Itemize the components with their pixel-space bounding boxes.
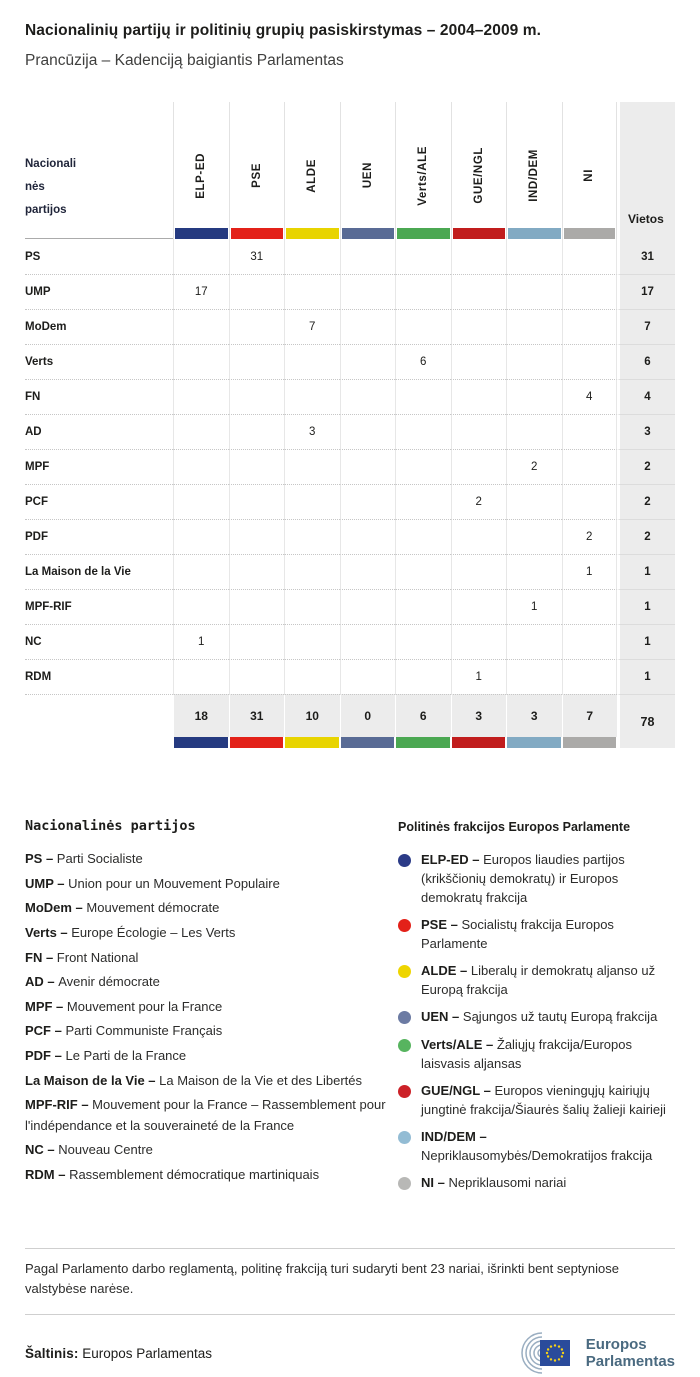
group-name: Europos vieningųjų kairiųjų jungtinė frakcija/Šiaurės šalių žalieji kairieji <box>421 1082 666 1117</box>
group-name: Žaliųjų frakcija/Europos laisvasis aljansas <box>421 1036 632 1071</box>
totals-cell: 31 <box>229 694 285 737</box>
value-cell <box>506 414 562 449</box>
value-cell <box>562 344 618 379</box>
row-header-line: nės <box>25 181 45 193</box>
party-legend-item <box>25 1095 390 1135</box>
source-value: Europos Parlamentas <box>82 1345 213 1361</box>
seats-cell: 2 <box>617 484 675 519</box>
group-color-dot <box>398 854 411 867</box>
party-name: Nouveau Centre <box>58 1142 153 1158</box>
value-cell <box>562 589 618 624</box>
group-abbr: UEN – <box>421 1009 463 1025</box>
party-name: Union pour un Mouvement Populaire <box>68 875 280 891</box>
party-name: Rassemblement démocratique martiniquais <box>69 1166 320 1182</box>
value-cell <box>173 554 229 589</box>
seats-cell: 1 <box>617 589 675 624</box>
value-cell: 2 <box>562 519 618 554</box>
group-color-bar-bottom <box>562 737 618 748</box>
value-cell: 1 <box>562 554 618 589</box>
group-color-bar-bottom <box>284 737 340 748</box>
totals-cell: 18 <box>173 694 229 737</box>
party-cell: AD <box>25 414 173 449</box>
value-cell <box>173 309 229 344</box>
value-cell <box>395 309 451 344</box>
column-header-UEN <box>340 102 396 239</box>
value-cell <box>340 589 396 624</box>
column-header-IND/DEM <box>506 102 562 239</box>
political-groups-legend <box>390 818 675 1202</box>
party-name: Parti Communiste Français <box>65 1023 223 1039</box>
group-name: Nepriklausomi nariai <box>448 1175 567 1191</box>
value-cell <box>229 379 285 414</box>
value-cell <box>173 519 229 554</box>
group-name: Socialistų frakcija Europos Parlamente <box>421 917 614 951</box>
value-cell <box>284 239 340 274</box>
value-cell <box>506 554 562 589</box>
value-cell <box>451 449 507 484</box>
column-header-label: UEN <box>361 162 374 189</box>
group-name: Europos liaudies partijos (krikščionių demokratų) ir Europos demokratų frakcija <box>421 852 625 905</box>
party-name: Avenir démocrate <box>58 974 160 990</box>
value-cell <box>395 274 451 309</box>
value-cell <box>451 554 507 589</box>
party-legend-item <box>25 1021 390 1041</box>
national-parties-legend-items <box>25 849 390 1185</box>
value-cell <box>451 519 507 554</box>
column-header-seats <box>617 102 675 239</box>
seats-cell: 31 <box>617 239 675 274</box>
value-cell <box>506 344 562 379</box>
party-cell: RDM <box>25 659 173 694</box>
row-header-line: Nacionali <box>25 158 77 170</box>
value-cell <box>395 414 451 449</box>
value-cell <box>284 449 340 484</box>
value-cell <box>173 449 229 484</box>
seats-cell: 17 <box>617 274 675 309</box>
value-cell <box>562 659 618 694</box>
value-cell <box>284 659 340 694</box>
column-header-GUE/NGL <box>451 102 507 239</box>
party-cell: PS <box>25 250 41 263</box>
value-cell <box>506 274 562 309</box>
value-cell <box>506 519 562 554</box>
value-cell <box>173 484 229 519</box>
party-cell: NC <box>25 624 173 659</box>
party-legend-item <box>25 972 390 992</box>
party-cell: Verts <box>25 344 173 379</box>
party-name: Mouvement démocrate <box>86 900 220 916</box>
totals-cell: 0 <box>340 694 396 737</box>
value-cell <box>340 274 396 309</box>
group-abbr: IND/DEM – <box>421 1129 487 1145</box>
value-cell <box>229 554 285 589</box>
party-abbr: MPF – <box>25 998 67 1014</box>
party-name: Mouvement pour la France <box>66 998 223 1014</box>
party-legend-item <box>25 874 390 894</box>
value-cell <box>340 484 396 519</box>
value-cell <box>506 659 562 694</box>
seats-cell: 1 <box>617 554 675 589</box>
party-abbr: FN – <box>25 949 57 965</box>
party-cell: MPF-RIF <box>25 589 173 624</box>
party-abbr: NC – <box>25 1142 59 1158</box>
seats-cell: 4 <box>617 379 675 414</box>
value-cell <box>340 239 396 274</box>
group-legend-item <box>398 1174 675 1193</box>
group-legend-text <box>421 1036 675 1074</box>
group-color-dot <box>398 1177 411 1190</box>
value-cell <box>506 624 562 659</box>
seats-cell: 2 <box>617 449 675 484</box>
column-header-Verts/ALE <box>395 102 451 239</box>
value-cell <box>395 659 451 694</box>
value-cell <box>395 239 451 274</box>
column-header-ALDE <box>284 102 340 239</box>
seats-cell: 3 <box>617 414 675 449</box>
total-seats-cell: 78 <box>617 694 675 748</box>
totals-cell: 6 <box>395 694 451 737</box>
value-cell: 31 <box>229 239 285 274</box>
page-title: Nacionalinių partijų ir politinių grupių pasiskirstymas – 2004–2009 m. <box>25 22 542 39</box>
value-cell <box>284 589 340 624</box>
group-legend-text <box>421 962 675 1000</box>
group-color-dot <box>398 1039 411 1052</box>
group-color-bar-bottom <box>173 737 229 748</box>
party-cell: FN <box>25 379 173 414</box>
column-header-label: PSE <box>250 163 263 188</box>
party-abbr: PS – <box>25 851 57 866</box>
party-legend-item <box>25 1046 390 1066</box>
value-cell <box>395 519 451 554</box>
value-cell <box>340 624 396 659</box>
group-abbr: PSE – <box>421 917 462 933</box>
value-cell: 1 <box>506 589 562 624</box>
party-name: La Maison de la Vie et des Libertés <box>159 1072 362 1088</box>
value-cell <box>395 589 451 624</box>
value-cell: 6 <box>395 344 451 379</box>
value-cell <box>340 414 396 449</box>
group-legend-text <box>421 1082 675 1120</box>
group-color-bar-bottom <box>506 737 562 748</box>
value-cell: 2 <box>506 449 562 484</box>
value-cell <box>451 309 507 344</box>
group-color-dot <box>398 1131 411 1144</box>
group-color-bar <box>453 228 506 239</box>
value-cell <box>340 659 396 694</box>
page <box>0 22 700 1377</box>
source-label: Šaltinis: <box>25 1345 79 1361</box>
value-cell <box>173 414 229 449</box>
party-cell: La Maison de la Vie <box>25 554 173 589</box>
totals-row-spacer <box>25 694 173 748</box>
party-legend-item <box>25 1165 390 1185</box>
value-cell <box>284 519 340 554</box>
value-cell <box>395 624 451 659</box>
group-color-bar-bottom <box>395 737 451 748</box>
row-header-line: partijos <box>25 204 67 216</box>
value-cell <box>284 624 340 659</box>
totals-cell: 3 <box>451 694 507 737</box>
value-cell <box>284 554 340 589</box>
group-legend-item <box>398 916 675 954</box>
totals-cell: 3 <box>506 694 562 737</box>
political-groups-legend-title: Politinės frakcijos Europos Parlamente <box>398 820 631 834</box>
group-abbr: ELP-ED – <box>421 852 484 867</box>
value-cell <box>562 484 618 519</box>
value-cell <box>340 449 396 484</box>
totals-cell: 10 <box>284 694 340 737</box>
group-color-bar-bottom <box>451 737 507 748</box>
value-cell <box>340 344 396 379</box>
page-subtitle: Prancūzija – Kadenciją baigiantis Parlamentas <box>25 52 344 69</box>
value-cell <box>229 659 285 694</box>
value-cell <box>229 449 285 484</box>
value-cell <box>284 344 340 379</box>
value-cell <box>562 309 618 344</box>
value-cell <box>229 589 285 624</box>
column-header-NI <box>562 102 618 239</box>
group-legend-text <box>421 1008 657 1027</box>
column-header-label: NI <box>583 169 596 182</box>
national-parties-legend-title: Nacionalinės partijos <box>25 818 196 834</box>
group-legend-item <box>398 1036 675 1074</box>
party-cell: PCF <box>25 484 173 519</box>
column-header-ELP-ED <box>173 102 229 239</box>
seats-cell: 6 <box>617 344 675 379</box>
value-cell <box>229 309 285 344</box>
value-cell <box>451 589 507 624</box>
group-abbr: NI – <box>421 1175 449 1191</box>
logo-text-line1: Europos <box>585 1336 647 1353</box>
divider-top <box>25 1248 675 1249</box>
value-cell <box>395 449 451 484</box>
group-legend-item <box>398 851 675 908</box>
party-abbr: PDF – <box>25 1048 66 1064</box>
party-legend-item <box>25 948 390 968</box>
value-cell: 4 <box>562 379 618 414</box>
value-cell <box>229 484 285 519</box>
group-color-bar-bottom <box>340 737 396 748</box>
party-abbr: Verts – <box>25 924 72 940</box>
logo-text <box>586 1336 675 1371</box>
party-legend-item <box>25 997 390 1017</box>
value-cell <box>451 344 507 379</box>
value-cell <box>173 239 229 274</box>
column-header-PSE <box>229 102 285 239</box>
party-name: Le Parti de la France <box>65 1048 187 1064</box>
group-name: Nepriklausomybės/Demokratijos frakcija <box>421 1147 653 1163</box>
group-abbr: ALDE – <box>421 963 471 979</box>
party-abbr: RDM – <box>25 1166 70 1182</box>
party-legend-item <box>25 898 390 918</box>
column-header-label: ALDE <box>306 158 319 193</box>
value-cell <box>562 449 618 484</box>
value-cell: 2 <box>451 484 507 519</box>
value-cell <box>451 379 507 414</box>
group-legend-item <box>398 1082 675 1120</box>
party-name: Parti Socialiste <box>56 851 143 866</box>
seats-cell: 1 <box>617 624 675 659</box>
value-cell <box>229 624 285 659</box>
value-cell <box>340 554 396 589</box>
hemicycle-flag-icon <box>512 1329 578 1377</box>
value-cell: 1 <box>451 659 507 694</box>
value-cell <box>284 379 340 414</box>
group-color-bar <box>286 228 339 239</box>
group-color-dot <box>398 1085 411 1098</box>
group-abbr: GUE/NGL – <box>421 1082 495 1098</box>
seat-distribution-table <box>25 102 675 748</box>
value-cell: 7 <box>284 309 340 344</box>
value-cell <box>229 519 285 554</box>
value-cell <box>395 484 451 519</box>
value-cell <box>562 624 618 659</box>
value-cell <box>395 554 451 589</box>
value-cell <box>284 274 340 309</box>
national-parties-legend <box>25 818 390 1202</box>
party-legend-item <box>25 849 390 869</box>
group-color-bar-bottom <box>229 737 285 748</box>
value-cell <box>340 309 396 344</box>
group-name: Sąjungos už tautų Europą frakcija <box>462 1009 658 1025</box>
european-parliament-logo <box>512 1329 675 1377</box>
party-abbr: La Maison de la Vie – <box>25 1072 160 1088</box>
group-legend-text <box>421 851 675 908</box>
party-abbr: UMP – <box>25 875 69 891</box>
party-abbr: MoDem – <box>25 900 87 916</box>
party-cell: PDF <box>25 519 173 554</box>
group-color-dot <box>398 965 411 978</box>
group-legend-text <box>421 1128 675 1166</box>
group-legend-item <box>398 1128 675 1166</box>
party-legend-item <box>25 1140 390 1160</box>
group-legend-text <box>421 916 675 954</box>
column-header-label: GUE/NGL <box>472 147 485 204</box>
group-color-dot <box>398 1011 411 1024</box>
value-cell <box>451 274 507 309</box>
seats-cell: 1 <box>617 659 675 694</box>
value-cell <box>173 659 229 694</box>
value-cell <box>229 274 285 309</box>
party-name: Front National <box>56 949 139 965</box>
party-name: Mouvement pour la France – Rassemblement pour l'indépendance et la souveraineté de la France <box>25 1097 386 1133</box>
party-name: Europe Écologie – Les Verts <box>71 924 236 940</box>
value-cell: 1 <box>173 624 229 659</box>
group-legend-text <box>421 1174 566 1193</box>
group-abbr: Verts/ALE – <box>421 1036 497 1052</box>
group-legend-item <box>398 962 675 1000</box>
value-cell <box>506 484 562 519</box>
value-cell: 17 <box>173 274 229 309</box>
totals-cell: 7 <box>562 694 618 737</box>
value-cell <box>506 309 562 344</box>
value-cell <box>562 414 618 449</box>
group-color-bar <box>342 228 395 239</box>
party-cell: MPF <box>25 449 173 484</box>
value-cell <box>173 379 229 414</box>
logo-text-line2: Parlamentas <box>585 1353 675 1371</box>
value-cell <box>395 379 451 414</box>
group-color-bar <box>397 228 450 239</box>
group-color-bar <box>175 228 228 239</box>
value-cell: 3 <box>284 414 340 449</box>
value-cell <box>173 344 229 379</box>
value-cell <box>451 414 507 449</box>
legends <box>25 818 675 1202</box>
seats-label: Vietos <box>628 212 664 226</box>
party-legend-item <box>25 923 390 943</box>
source-line <box>25 1346 212 1361</box>
party-cell: UMP <box>25 274 173 309</box>
seats-cell: 7 <box>617 309 675 344</box>
party-cell: MoDem <box>25 309 173 344</box>
value-cell <box>229 414 285 449</box>
value-cell <box>451 624 507 659</box>
group-name: Liberalų ir demokratų aljanso už Europą frakcija <box>421 963 656 998</box>
value-cell <box>229 344 285 379</box>
footer <box>25 1329 675 1377</box>
group-color-bar <box>231 228 284 239</box>
value-cell <box>506 379 562 414</box>
rules-note: Pagal Parlamento darbo reglamentą, politinę frakciją turi sudaryti bent 23 nariai, išrinkti bent septyniose valstybėse narėse. <box>25 1260 619 1297</box>
row-header-national-parties <box>25 102 173 239</box>
party-abbr: MPF-RIF – <box>25 1097 93 1113</box>
party-legend-item <box>25 1071 390 1091</box>
divider-bottom <box>25 1314 675 1315</box>
column-header-label: Verts/ALE <box>417 145 430 206</box>
value-cell <box>506 239 562 274</box>
value-cell <box>340 379 396 414</box>
column-header-label: ELP-ED <box>195 152 208 199</box>
value-cell <box>562 274 618 309</box>
seats-cell: 2 <box>617 519 675 554</box>
party-abbr: AD – <box>25 974 59 990</box>
party-abbr: PCF – <box>25 1023 66 1039</box>
group-color-bar <box>564 228 616 239</box>
group-legend-item <box>398 1008 675 1027</box>
value-cell <box>340 519 396 554</box>
political-groups-legend-items <box>398 851 675 1193</box>
column-header-label: IND/DEM <box>528 149 541 202</box>
value-cell <box>173 589 229 624</box>
group-color-dot <box>398 919 411 932</box>
value-cell <box>562 239 618 274</box>
value-cell <box>284 484 340 519</box>
value-cell <box>451 239 507 274</box>
group-color-bar <box>508 228 561 239</box>
